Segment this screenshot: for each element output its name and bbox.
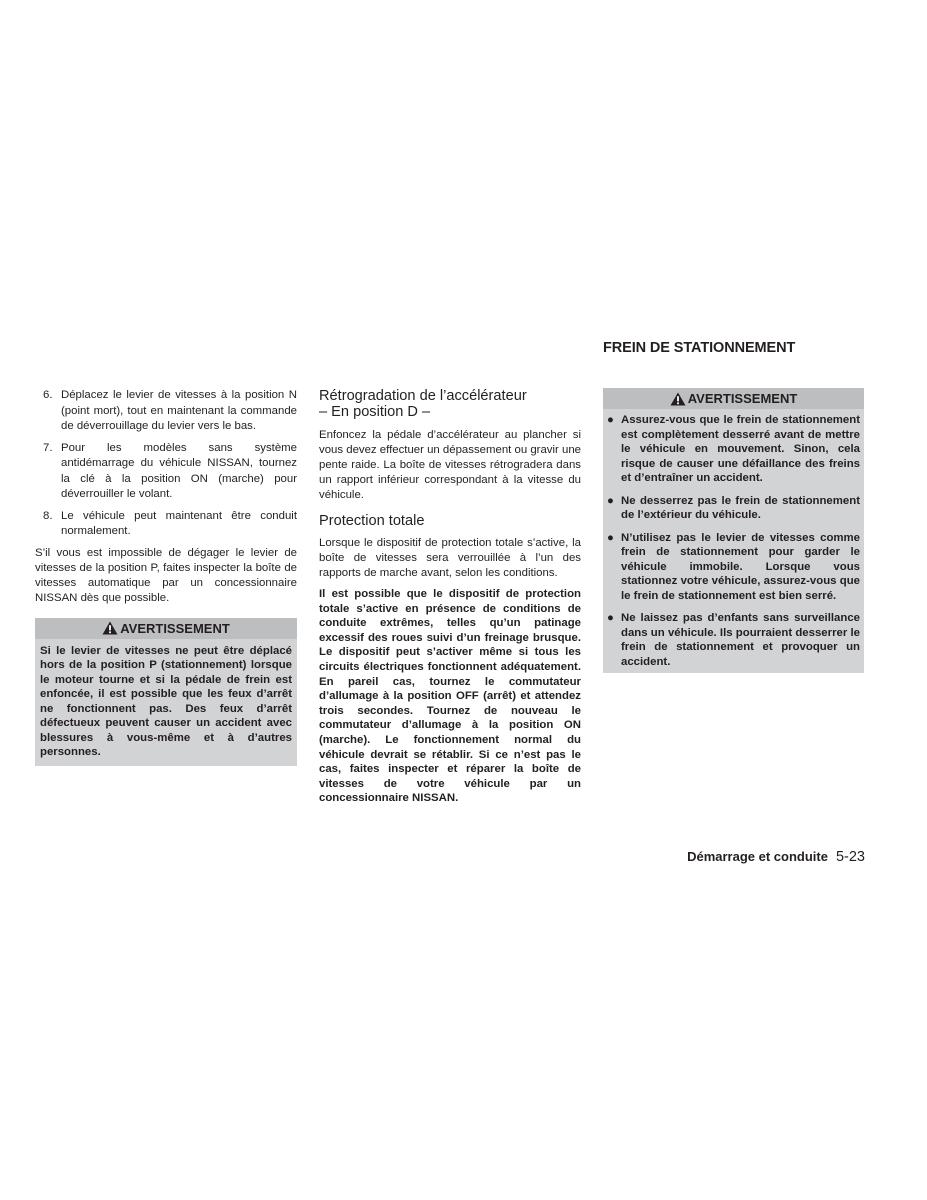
warning-bullet-text: Ne laissez pas d’enfants sans surveillance dans un véhicule. Ils pourraient desserrer le frein de stationnement et provoquer un accident. <box>621 612 860 668</box>
warning-title: AVERTISSEMENT <box>120 620 230 636</box>
step-item <box>35 509 297 540</box>
body-paragraph: Lorsque le dispositif de protection totale s’active, la boîte de vitesses sera verrouillée à l’un des rapports de marche avant, selon les conditions. <box>319 537 581 579</box>
section-title: FREIN DE STATIONNEMENT <box>603 340 796 356</box>
bullet-icon: ● <box>607 531 614 544</box>
subheading-line: Rétrogradation de l’accélérateur <box>319 388 527 404</box>
left-column <box>35 388 297 766</box>
page-number: 5-23 <box>835 849 865 865</box>
warning-header <box>35 618 297 639</box>
body-paragraph: S’il vous est impossible de dégager le levier de vitesses de la position P, faites inspecter la boîte de vitesses automatique par un concessionnaire NISSAN dès que possible. <box>35 546 297 604</box>
subheading-fail-safe: Protection totale <box>319 513 425 529</box>
warning-list <box>603 409 864 673</box>
step-text: Pour les modèles sans système antidémarrage du véhicule NISSAN, tournez la clé à la position ON (marche) pour déverrouiller le volant. <box>61 441 297 500</box>
warning-box <box>603 388 864 673</box>
bullet-icon: ● <box>607 612 614 624</box>
warning-bullet-text: Assurez-vous que le frein de stationnement est complètement desserré avant de mettre le véhicule en mouvement. Sinon, cela risque de causer une défaillance des freins et d’entraîner un accident. <box>621 414 860 484</box>
step-text: Le véhicule peut maintenant être conduit normalement. <box>61 509 297 537</box>
warning-text: Si le levier de vitesses ne peut être déplacé hors de la position P (stationnement) lorsque le moteur tourne et si la pédale de frein est enfoncée, il est possible que les feux d’arrêt ne fonctionnent pas. Des feux d’arrêt défectueux peuvent causer un accident avec blessures à vous-même et à d’autres personnes. <box>40 644 292 758</box>
warning-bullet-text: N’utilisez pas le levier de vitesses comme frein de stationnement pour garder le véhicule immobile. Lorsque vous stationnez votre véhicule, assurez-vous que le frein de stationnement est bien serré. <box>621 531 860 602</box>
warning-bullet-item <box>605 611 860 669</box>
warning-bullet-item <box>605 531 860 604</box>
step-text: Déplacez le levier de vitesses à la position N (point mort), tout en maintenant la commande de déverrouillage du levier vers le bas. <box>61 389 297 432</box>
page-footer <box>669 849 865 865</box>
warning-title: AVERTISSEMENT <box>687 391 798 406</box>
step-item <box>35 388 297 435</box>
warning-box <box>35 618 297 766</box>
chapter-title: Démarrage et conduite <box>687 849 828 864</box>
warning-bullet-item <box>605 494 860 523</box>
subheading-line: – En position D – <box>319 404 431 420</box>
warning-triangle-icon <box>670 392 686 406</box>
bold-paragraph: Il est possible que le dispositif de protection totale s’active en présence de conditions de conduite extrêmes, telles qu’un patinage excessif des roues suivi d’un freinage brusque. Le dispositif peut s’activer même si tous les circuits électriques fonctionnent adéquatement. En pareil cas, tournez le commutateur d’allumage à la position OFF (arrêt) et attendez trois secondes. Tournez de nouveau le commutateur d’allumage à la position ON (marche). Le fonctionnement normal du véhicule devrait se rétablir. Si ce n’est pas le cas, faites inspecter et réparer la boîte de vitesses de votre véhicule par un concessionnaire NISSAN. <box>319 588 581 805</box>
warning-triangle-icon <box>102 621 118 635</box>
warning-header <box>603 388 864 409</box>
middle-column <box>319 388 581 812</box>
step-number: 7. <box>43 441 53 454</box>
warning-bullet-text: Ne desserrez pas le frein de stationnement de l’extérieur du véhicule. <box>621 494 860 521</box>
body-paragraph: Enfoncez la pédale d’accélérateur au plancher si vous devez effectuer un dépassement ou gravir une pente raide. La boîte de vitesses rétrogradera dans un rapport inférieur correspondant à la vitesse du véhicule. <box>319 429 581 501</box>
bullet-icon: ● <box>607 494 614 507</box>
warning-bullet-item <box>605 413 860 486</box>
subheading-downshift <box>319 388 581 420</box>
step-number: 6. <box>43 389 53 401</box>
step-number: 8. <box>43 509 53 522</box>
bullet-icon: ● <box>607 414 614 426</box>
step-item <box>35 441 297 503</box>
right-column <box>603 388 864 673</box>
